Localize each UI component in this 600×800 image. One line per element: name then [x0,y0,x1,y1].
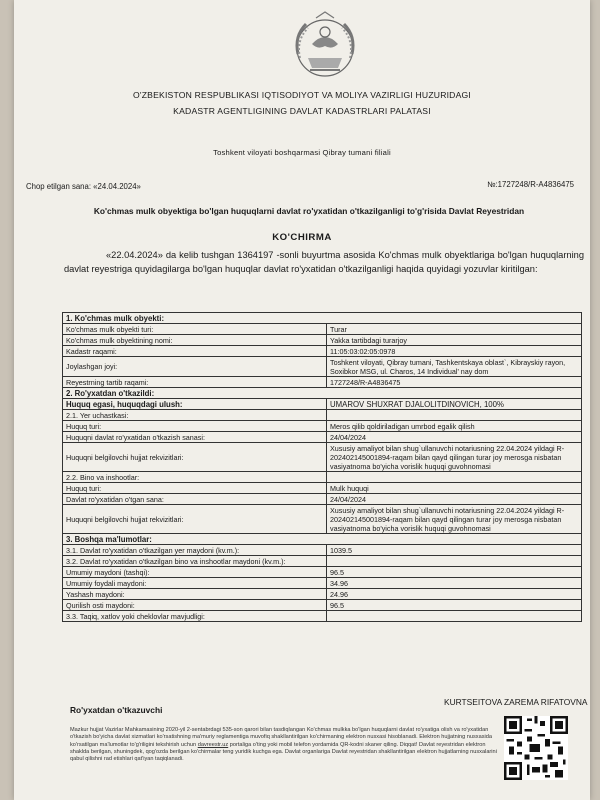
table-row: 3.2. Davlat ro'yxatidan o'tkazilgan bino va inshootlar maydoni (kv.m.): [63,556,582,567]
section-header: 2. Ro'yxatdan o'tkazildi: [63,388,582,399]
intro-paragraph: «22.04.2024» da kelib tushgan 1364197 -sonli buyurtma asosida Ko'chmas mulk obyektlariga bo'lgan huquqlarning davlat reyestriga quyidagilarga bo'lgan huquqlar davlat ro'yxatidan o'tkazilganligi haqida quyidagi yozuvlar kiritilgan: [64,250,584,274]
table-row: Joylashgan joyi: Toshkent viloyati, Qibray tumani, Tashkentskaya oblast`, Kibrayskiy rayon, Soxibkor MSG, ul. Charos, 14 Individual' nay dom [63,357,582,377]
ministry-heading: O'ZBEKISTON RESPUBLIKASI IQTISODIYOT VA MOLIYA VAZIRLIGI HUZURIDAGI [132,90,471,100]
table-row: 3.1. Davlat ro'yxatidan o'tkazilgan yer maydoni (kv.m.): 1039.5 [63,545,582,556]
table-row: Umumiy maydoni (tashqi): 96.5 [63,567,582,578]
print-date: Chop etilgan sana: «24.04.2024» [26,182,141,191]
verification-link[interactable]: davreestr.uz [197,741,229,748]
document-title: Ko'chmas mulk obyektiga bo'lgan huquqlarni davlat ro'yxatidan o'tkazilganligi to'g'risida Davlat Reyestridan [93,206,525,216]
table-row: Huquq egasi, huquqdagi ulush: UMAROV SHUXRAT DJALOLITDINOVICH, 100% [63,399,582,410]
branch-heading: Toshkent viloyati boshqarmasi Qibray tumani filiali [213,148,391,157]
document-sheet [14,0,590,800]
state-emblem-icon [286,10,364,84]
table-row: Qurilish osti maydoni: 96.5 [63,600,582,611]
document-subtitle: KO'CHIRMA [272,232,332,243]
table-row: Huquqni belgilovchi hujjat rekvizitlari: Xususiy amaliyot bilan shug`ullanuvchi notariusning 22.04.2024 yildagi R- 202402145001894-raqam bilan qayd qilingan turar joy merosga nisbatan vasiyatnoma bo'yicha vorislik huquqi guvohnomasi [63,505,582,534]
registrar-label: Ro'yxatdan o'tkazuvchi [70,705,163,715]
table-row: Reyestrning tartib raqami: 1727248/R-A4836475 [63,377,582,388]
footer-text-b: portaliga o'ting yoki mobil telefon yordamida QR-kodni skaner qiling. Diqqat! Davlat reyestridan elektron shaklda berilgan, shuningdek, qog'ozda berilgan ko'chirmalar teng yuridik kuchga ega. Davlat organlariga Davlat reyestridan shakllantirilgan elektron hujjatlarning nusxalarini qabul qilishni rad etishlari qat'iyan taqiqlanadi. [70,741,497,763]
document-number: №:1727248/R-A4836475 [487,180,574,189]
table-row: Davlat ro'yxatidan o'tgan sana: 24/04/2024 [63,494,582,505]
subsection-header: 2.2. Bino va inshootlar: [63,472,582,483]
footer-note [70,727,500,763]
subsection-header: 2.1. Yer uchastkasi: [63,410,582,421]
table-row: Kadastr raqami: 11:05:03:02:05:0978 [63,346,582,357]
table-row: Umumiy foydali maydoni: 34.96 [63,578,582,589]
qr-code-icon[interactable] [504,716,568,780]
table-row: 3.3. Taqiq, xatlov yoki cheklovlar mavjudligi: [63,611,582,622]
table-row: Huquqni davlat ro'yxatidan o'tkazish sanasi: 24/04/2024 [63,432,582,443]
registrar-name: KURTSEITOVA ZAREMA RIFATOVNA [444,697,588,707]
table-row: Yashash maydoni: 24.96 [63,589,582,600]
chamber-heading: KADASTR AGENTLIGINING DAVLAT KADASTRLARI PALATASI [173,106,431,116]
registry-table [62,312,582,622]
table-row: Huquqni belgilovchi hujjat rekvizitlari: Xususiy amaliyot bilan shug`ullanuvchi notariusning 22.04.2024 yildagi R- 202402145001894-raqam bilan qayd qilingan turar joy merosga nisbatan vasiyatnoma bo'yicha vorislik huquqi guvohnomasi [63,443,582,472]
section-header: 3. Boshqa ma'lumotlar: [63,534,582,545]
table-row: Ko'chmas mulk obyekti turi: Turar [63,324,582,335]
table-row: Ko'chmas mulk obyektining nomi: Yakka tartibdagi turarjoy [63,335,582,346]
table-row: Huquq turi: Mulk huquqi [63,483,582,494]
section-header: 1. Ko'chmas mulk obyekti: [63,313,582,324]
table-row: Huquq turi: Meros qilib qoldiriladigan umrbod egalik qilish [63,421,582,432]
footer-text-a: Mazkur hujjat Vazirlar Mahkamasining 2020-yil 2-sentabrdagi 535-son qarori bilan tasdiqlangan Ko'chmas mulkka bo'lgan huquqlarni davlat ro'yxatiga olish va ro'yxatidan o'tkazish bo'yicha davlat xizmatlari ko'rsatishning ma'muriy reglamentiga muvofiq shakllantirilgan ko'chirmaning elektron nusxasi hisoblanadi. Elektron hujjatning nusxasida ko'rsatilgan ma'lumotlar to'g'riligini tekshirish uchun [70,727,492,748]
